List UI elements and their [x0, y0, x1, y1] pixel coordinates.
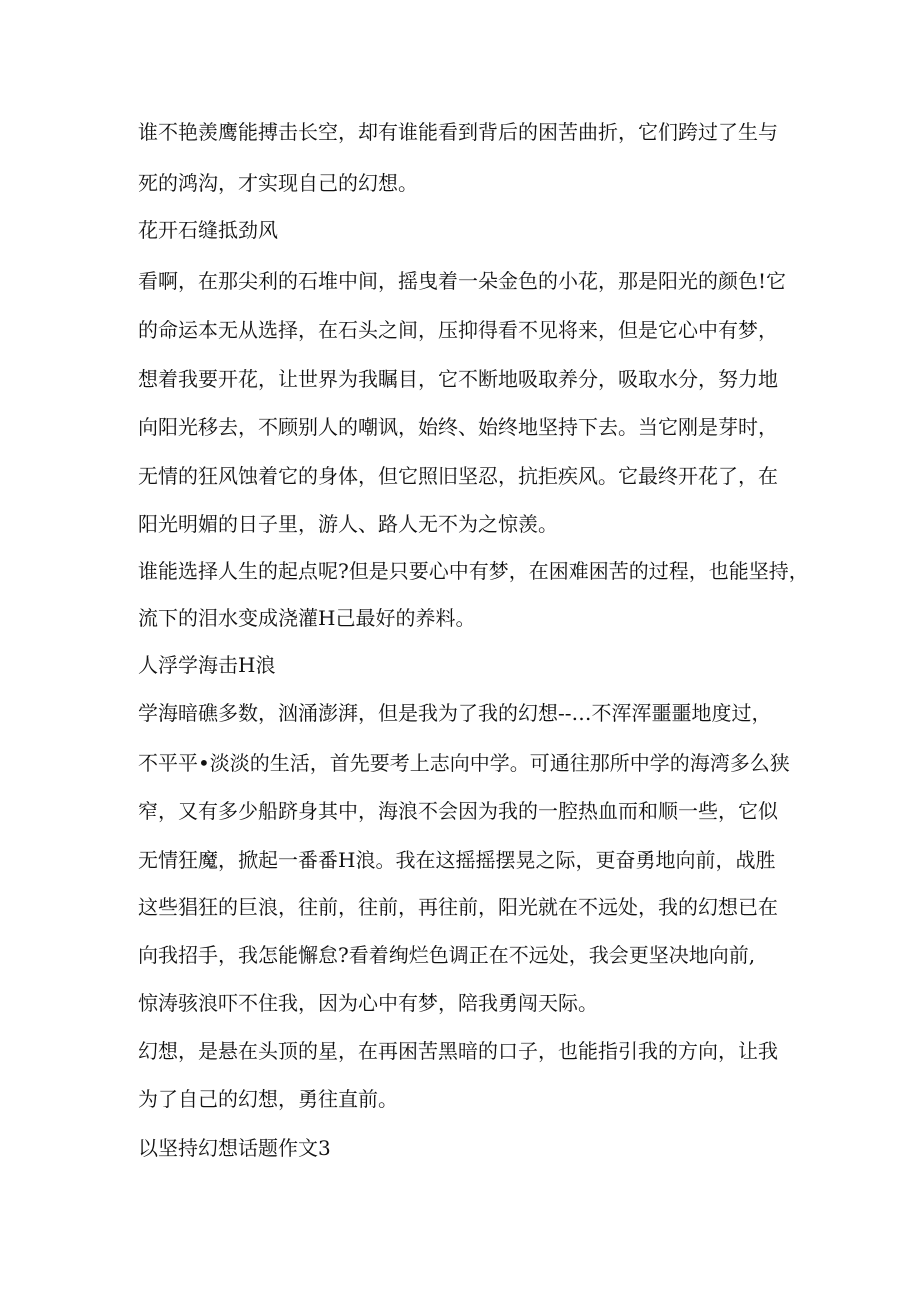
text-line: 无情的狂风蚀着它的身体，但它照旧坚忍，抗拒疾风。它最终开花了，在: [138, 464, 778, 488]
text-line: 想着我要开花，让世界为我瞩目，它不断地吸取养分，吸取水分，努力地: [138, 367, 778, 391]
text-line: 谁不艳羡鹰能搏击长空，却有谁能看到背后的困苦曲折，它们跨过了生与: [138, 120, 778, 144]
text-line: 向我招手，我怎能懈怠?看着绚烂色调正在不远处，我会更坚决地向前,: [138, 943, 756, 967]
text-line: 向阳光移去，不顾别人的嘲讽，始终、始终地坚持下去。当它刚是芽时，: [138, 415, 778, 439]
text-line: 的命运本无从选择，在石头之间，压抑得看不见将来，但是它心中有梦，: [138, 318, 778, 342]
text-line: 幻想，是悬在头顶的星，在再困苦黑暗的口子，也能指引我的方向，让我: [138, 1039, 778, 1063]
text-line: 看啊，在那尖利的石堆中间，摇曳着一朵金色的小花，那是阳光的颜色!它: [138, 269, 787, 293]
text-line: 这些猖狂的巨浪，往前，往前，再往前，阳光就在不远处，我的幻想已在: [138, 895, 778, 919]
text-line: 为了自己的幻想，勇往直前。: [138, 1087, 398, 1111]
text-line: 不平平•淡淡的生活，首先要考上志向中学。可通往那所中学的海湾多么狭: [138, 751, 790, 775]
text-line: 窄，又有多少船跻身其中，海浪不会因为我的一腔热血而和顺一些，它似: [138, 799, 778, 823]
section-heading: 以坚持幻想话题作文3: [138, 1136, 331, 1160]
text-line: 惊涛骇浪吓不住我，因为心中有梦，陪我勇闯天际。: [138, 991, 598, 1015]
text-line: 流下的泪水变成浇灌H己最好的养料。: [138, 606, 476, 630]
text-line: 无情狂魔，掀起一番番H浪。我在这摇摇摆晃之际，更奋勇地向前，战胜: [138, 848, 776, 872]
text-line: 阳光明媚的日子里，游人、路人无不为之惊羡。: [138, 512, 558, 536]
text-line: 死的鸿沟，才实现自己的幻想。: [138, 171, 418, 195]
text-line: 谁能选择人生的起点呢?但是只要心中有梦，在困难困苦的过程，也能坚持，: [138, 559, 809, 583]
text-line: 学海暗礁多数，汹涌澎湃，但是我为了我的幻想--…不浑浑噩噩地度过，: [138, 701, 772, 725]
section-heading: 人浮学海击H浪: [138, 653, 276, 677]
section-heading: 花开石缝抵劲风: [138, 218, 278, 242]
